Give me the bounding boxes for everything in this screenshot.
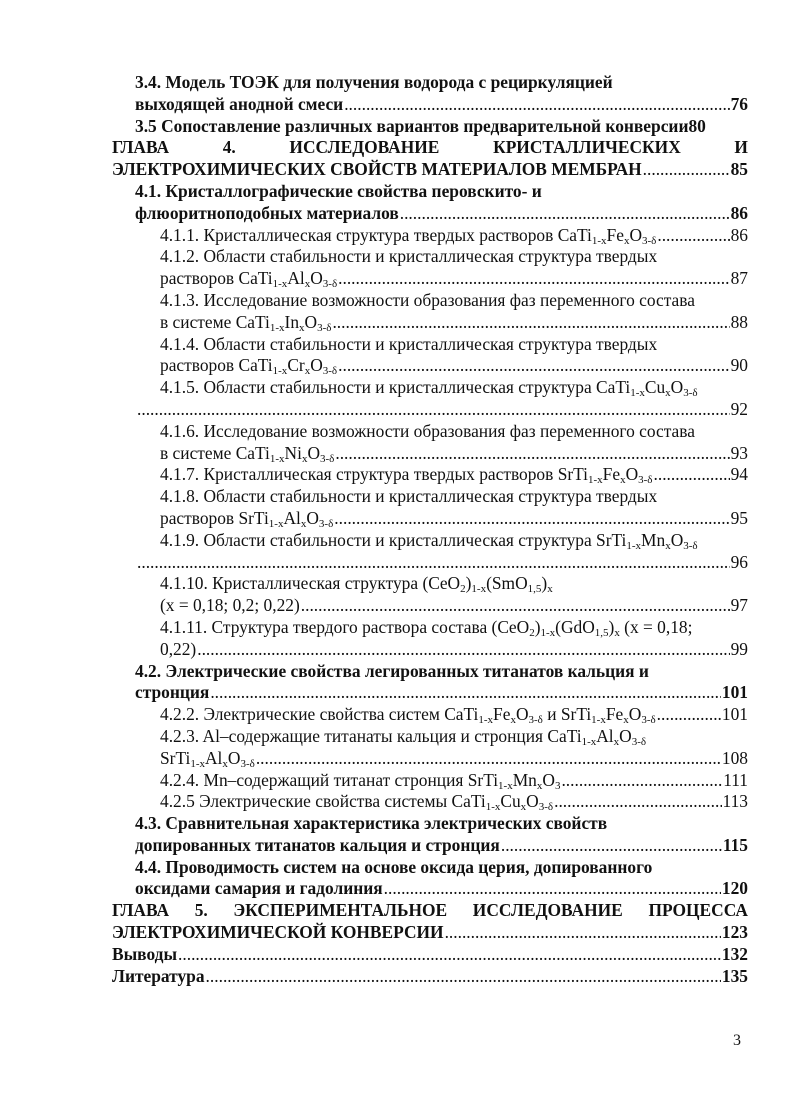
page-ref: 101	[721, 682, 748, 703]
page-ref: 90	[730, 355, 748, 376]
page-ref: 99	[730, 638, 748, 659]
page-ref: 132	[721, 943, 748, 964]
page-ref: 96	[730, 551, 748, 572]
toc-entry-literature[interactable]: Литература ..... 135	[112, 966, 748, 988]
toc-entry-4-1-5[interactable]: 4.1.5. Области стабильности и кристаллическая структура $CaTi_{1-x}Cu_xO_{3-\delta}$ ..... 92	[112, 377, 748, 421]
page-ref: 85	[730, 159, 748, 180]
toc-entry-4-1-9[interactable]: 4.1.9. Области стабильности и кристаллическая структура $SrTi_{1-x}Mn_xO_{3-\delta}$ ..... 96	[112, 530, 748, 574]
toc-entry-4-2-4[interactable]: 4.2.4. Mn–содержащий титанат стронция $SrTi_{1-x}Mn_xO_3$ ..... 111	[112, 770, 748, 792]
toc-entry-4-4[interactable]: 4.4. Проводимость систем на основе оксида церия, допированного оксидами самария и гадолиния ..... 120	[112, 857, 748, 901]
toc-entry-4-1-3[interactable]: 4.1.3. Исследование возможности образования фаз переменного состава в системе $CaTi_{1-x}In_xO_{3-\delta}$ ..... 88	[112, 290, 748, 334]
page-ref: 93	[730, 442, 748, 463]
toc-entry-3-4[interactable]: 3.4. Модель ТОЭК для получения водорода с рециркуляцией выходящей анодной смеси ..... 76	[112, 72, 748, 116]
toc-entry-4-1-7[interactable]: 4.1.7. Кристаллическая структура твердых растворов $SrTi_{1-x}Fe_xO_{3-\delta}$ ..... 94	[112, 464, 748, 486]
toc-entry-4-1-1[interactable]: 4.1.1. Кристаллическая структура твердых растворов $CaTi_{1-x}Fe_xO_{3-\delta}$ ..... 86	[112, 225, 748, 247]
toc-entry-4-2-5[interactable]: 4.2.5 Электрические свойства системы $CaTi_{1-x}Cu_xO_{3-\delta}$ ..... 113	[112, 791, 748, 813]
page-ref: 95	[730, 507, 748, 528]
toc-entry-4-1-2[interactable]: 4.1.2. Области стабильности и кристаллическая структура твердых растворов $CaTi_{1-x}Al_xO_{3-\delta}$ ..... 87	[112, 246, 748, 290]
toc-entry-4-1[interactable]: 4.1. Кристаллографические свойства перовскито- и флюоритноподобных материалов ..... 86	[112, 181, 748, 225]
page-ref: 135	[721, 965, 748, 986]
page-ref: 86	[730, 202, 748, 223]
toc-entry-4-1-4[interactable]: 4.1.4. Области стабильности и кристаллическая структура твердых растворов $CaTi_{1-x}Cr_xO_{3-\delta}$ ..... 90	[112, 334, 748, 378]
toc-entry-4-2-2[interactable]: 4.2.2. Электрические свойства систем $CaTi_{1-x}Fe_xO_{3-\delta}$ и $SrTi_{1-x}Fe_xO_{3-\delta}$ ..... 101	[112, 704, 748, 726]
toc-entry-3-5[interactable]: 3.5 Сопоставление различных вариантов предварительной конверсии 80	[135, 115, 706, 136]
toc-entry-4-2[interactable]: 4.2. Электрические свойства легированных титанатов кальция и стронция ..... 101	[112, 661, 748, 705]
page-ref: 76	[730, 93, 748, 114]
page-ref: 101	[721, 704, 748, 725]
toc-entry-chapter-4[interactable]: ГЛАВА 4. ИССЛЕДОВАНИЕ КРИСТАЛЛИЧЕСКИХ И ЭЛЕКТРОХИМИЧЕСКИХ СВОЙСТВ МАТЕРИАЛОВ МЕМБРАН ..... 85	[112, 137, 748, 181]
page-number: 3	[733, 1032, 741, 1049]
toc-entry-4-1-10[interactable]: 4.1.10. Кристаллическая структура $(CeO_2)_{1-x}(SmO_{1,5})_x$ (x = 0,18; 0,2; 0,22) ..... 97	[112, 573, 748, 617]
page-ref: 123	[721, 922, 748, 943]
page-ref: 92	[730, 398, 748, 419]
page-ref: 108	[721, 747, 748, 768]
page-ref: 113	[722, 791, 748, 812]
page-ref: 111	[723, 769, 748, 790]
table-of-contents	[112, 72, 748, 987]
toc-entry-4-1-6[interactable]: 4.1.6. Исследование возможности образования фаз переменного состава в системе $CaTi_{1-x}Ni_xO_{3-\delta}$ ..... 93	[112, 421, 748, 465]
chapter-heading-justified: ГЛАВА 5. ЭКСПЕРИМЕНТАЛЬНОЕ ИССЛЕДОВАНИЕ ПРОЦЕССА	[112, 900, 748, 921]
page-ref: 97	[730, 595, 748, 616]
page-ref: 80	[688, 115, 706, 136]
page-ref: 87	[730, 268, 748, 289]
toc-entry-conclusions[interactable]: Выводы ..... 132	[112, 944, 748, 966]
toc-entry-4-1-8[interactable]: 4.1.8. Области стабильности и кристаллическая структура твердых растворов $SrTi_{1-x}Al_xO_{3-\delta}$ ..... 95	[112, 486, 748, 530]
page-ref: 115	[722, 834, 748, 855]
toc-entry-4-2-3[interactable]: 4.2.3. Al–содержащие титанаты кальция и стронция $CaTi_{1-x}Al_xO_{3-\delta}$ $SrTi_{1-x}Al_xO_{3-\delta}$ ..... 108	[112, 726, 748, 770]
page-ref: 94	[730, 464, 748, 485]
page-ref: 88	[730, 311, 748, 332]
toc-entry-4-1-11[interactable]: 4.1.11. Структура твердого раствора состава $(CeO_2)_{1-x}(GdO_{1,5})_x$ (x = 0,18; 0,22) ..... 99	[112, 617, 748, 661]
chapter-heading-justified: ГЛАВА 4. ИССЛЕДОВАНИЕ КРИСТАЛЛИЧЕСКИХ И	[112, 137, 748, 158]
toc-entry-4-3[interactable]: 4.3. Сравнительная характеристика электрических свойств допированных титанатов кальция и стронция ..... 115	[112, 813, 748, 857]
toc-entry-chapter-5[interactable]: ГЛАВА 5. ЭКСПЕРИМЕНТАЛЬНОЕ ИССЛЕДОВАНИЕ ПРОЦЕССА ЭЛЕКТРОХИМИЧЕСКОЙ КОНВЕРСИИ ..... 123	[112, 900, 748, 944]
page-ref: 86	[730, 224, 748, 245]
page-ref: 120	[721, 878, 748, 899]
